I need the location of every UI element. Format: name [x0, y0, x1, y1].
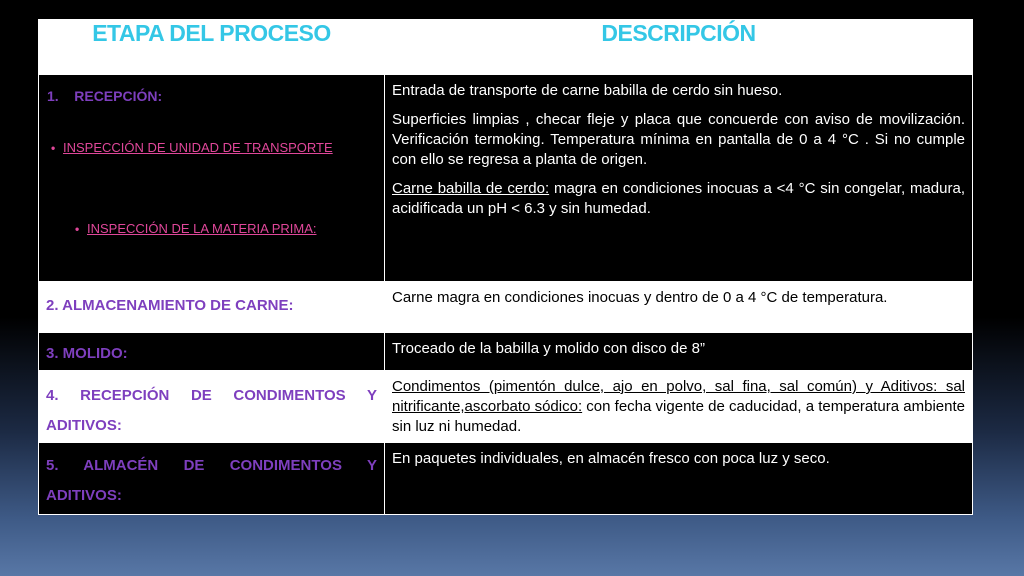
step-title-text: RECEPCIÓN:	[74, 88, 163, 104]
desc-paragraph: Superficies limpias , checar fleje y placa que concuerde con aviso de movilización. Verificación termoking. Temperatura mínima en pantalla de 0 a 4 °C . Si no cumple con ello se regresa a planta de origen.	[392, 111, 965, 168]
table-row	[39, 371, 973, 443]
sub-item-materia-prima: • INSPECCIÓN DE LA MATERIA PRIMA:	[75, 221, 317, 236]
table-row	[39, 75, 973, 282]
desc-cell-recepcion	[385, 75, 973, 282]
desc-cell-almacen-condimentos: En paquetes individuales, en almacén fresco con poca luz y seco.	[385, 443, 973, 515]
step-cell-almacenamiento: 2. ALMACENAMIENTO DE CARNE:	[39, 282, 385, 333]
desc-underlined: Carne babilla de cerdo:	[392, 180, 550, 197]
desc-underlined: Condimentos (pimentón dulce, ajo en polvo, sal fina, sal común) y Aditivos: sal nitrificante,ascorbato sódico:	[392, 378, 965, 415]
table-header-row	[39, 20, 973, 75]
desc-cell-recepcion-condimentos: Condimentos (pimentón dulce, ajo en polvo, sal fina, sal común) y Aditivos: sal nitrificante,ascorbato sódico: con fecha vigente de caducidad, a temperatura ambiente sin luz ni humedad.	[385, 371, 973, 443]
table-row	[39, 282, 973, 333]
step-cell-recepcion-condimentos: 4. RECEPCIÓN DE CONDIMENTOS Y ADITIVOS:	[39, 371, 385, 443]
sub-item-transporte: • INSPECCIÓN DE UNIDAD DE TRANSPORTE	[51, 140, 333, 155]
header-descripcion: DESCRIPCIÓN	[385, 20, 973, 75]
table-row	[39, 333, 973, 371]
step-cell-molido: 3. MOLIDO:	[39, 333, 385, 371]
desc-cell-molido: Troceado de la babilla y molido con disco de 8”	[385, 333, 973, 371]
bullet-icon: •	[75, 222, 80, 236]
desc-paragraph: Entrada de transporte de carne babilla de cerdo sin hueso.	[392, 82, 783, 99]
step-title	[47, 88, 162, 104]
process-table	[38, 19, 973, 515]
step-number: 1.	[47, 88, 59, 104]
header-etapa: ETAPA DEL PROCESO	[39, 20, 385, 75]
desc-paragraph: Carne babilla de cerdo: magra en condiciones inocuas a <4 °C sin congelar, madura, acidificada un pH < 6.3 y sin humedad.	[392, 180, 965, 217]
table-row	[39, 443, 973, 515]
bullet-icon: •	[51, 141, 56, 155]
step-cell-almacen-condimentos: 5. ALMACÉN DE CONDIMENTOS Y ADITIVOS:	[39, 443, 385, 515]
step-cell-recepcion	[39, 75, 385, 282]
desc-cell-almacenamiento: Carne magra en condiciones inocuas y dentro de 0 a 4 °C de temperatura.	[385, 282, 973, 333]
